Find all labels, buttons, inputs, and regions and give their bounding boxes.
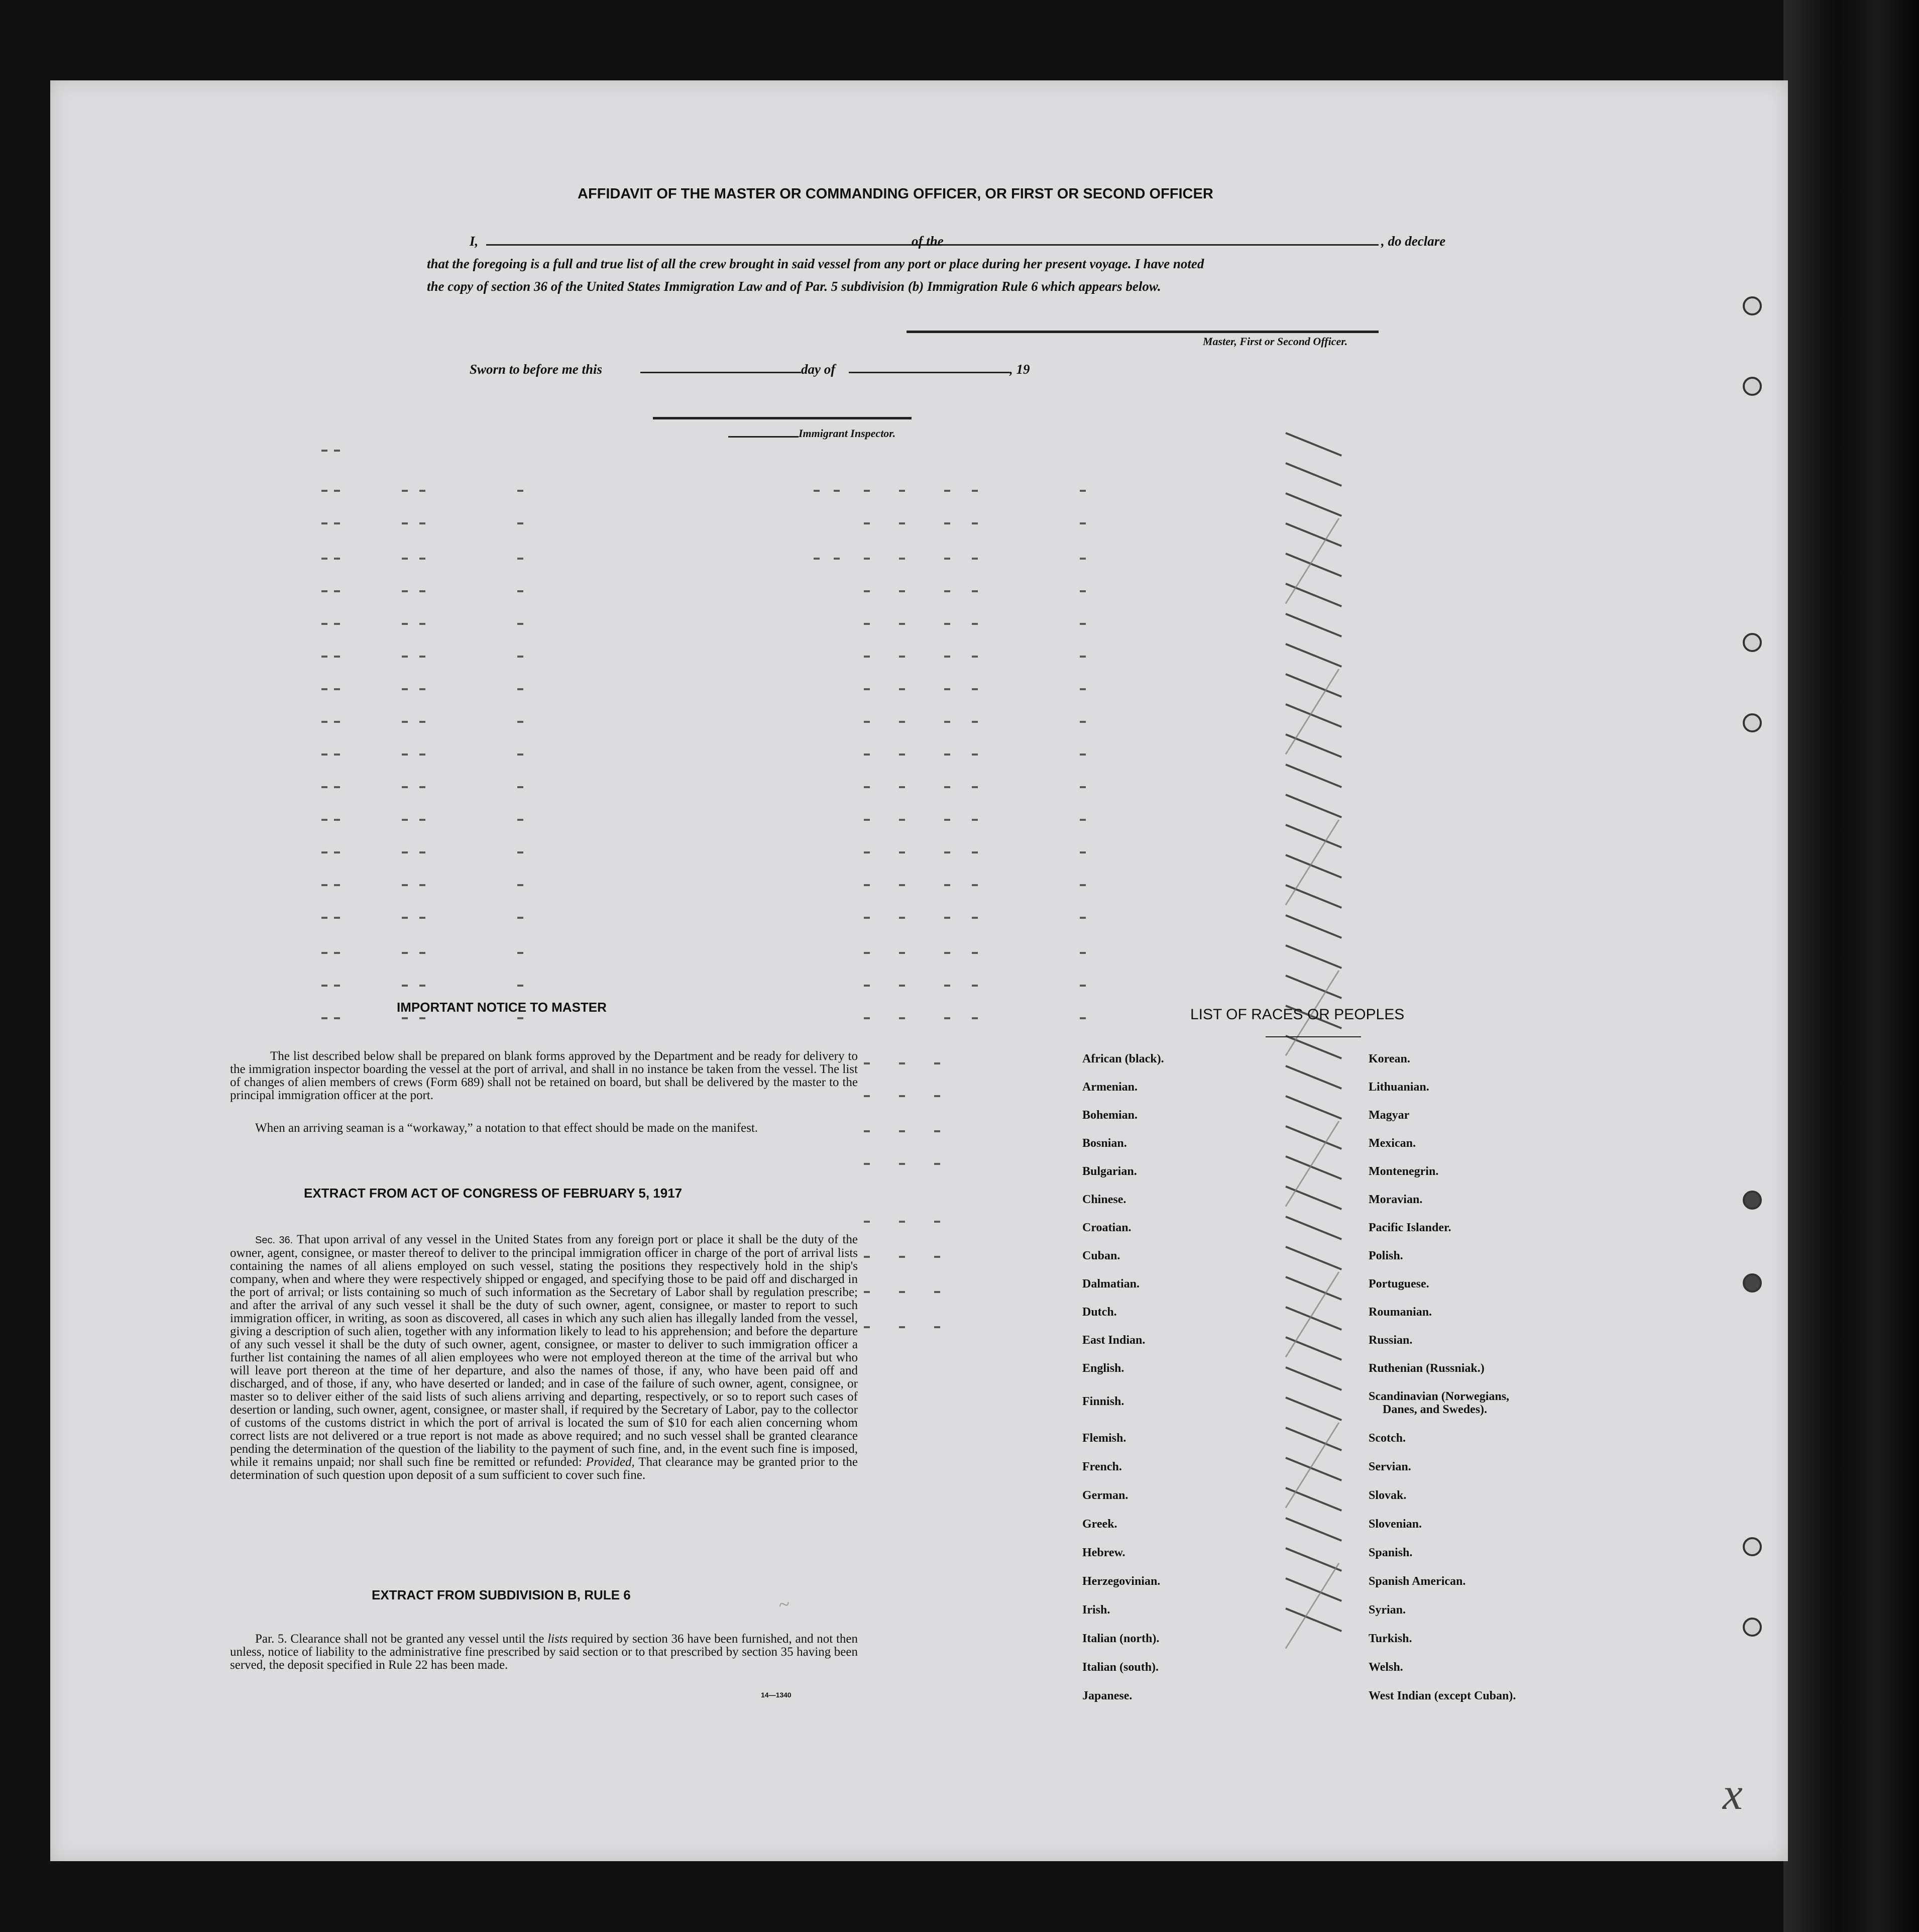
inspector-signature-line [653, 417, 912, 419]
race-item: Pacific Islander. [1369, 1221, 1451, 1234]
master-caption: Master, First or Second Officer. [1203, 335, 1348, 348]
race-item: Finnish. [1082, 1395, 1124, 1408]
race-item: Chinese. [1082, 1193, 1126, 1206]
sworn-label: Sworn to before me this [470, 362, 603, 377]
race-item: Ruthenian (Russniak.) [1369, 1362, 1485, 1375]
race-item: Montenegrin. [1369, 1165, 1439, 1178]
master-name-line [486, 244, 958, 246]
race-item: English. [1082, 1362, 1124, 1375]
affidavit-do-declare: , do declare [1381, 234, 1446, 249]
affidavit-line-3: the copy of section 36 of the United States Immigration Law and of Par. 5 subdivision (b) Immigration Rule 6 which appears below. [427, 279, 1161, 294]
race-item: Roumanian. [1369, 1306, 1432, 1319]
inspector-caption: Immigrant Inspector. [799, 427, 896, 440]
rule-lists-word: lists [547, 1632, 568, 1646]
race-item: Spanish American. [1369, 1575, 1466, 1588]
race-item: Mexican. [1369, 1137, 1416, 1150]
race-item: Polish. [1369, 1249, 1403, 1262]
affidavit-of-the: of the [912, 234, 944, 249]
race-item: Servian. [1369, 1460, 1411, 1473]
race-item: Scotch. [1369, 1432, 1406, 1445]
race-item: West Indian (except Cuban). [1369, 1689, 1516, 1702]
race-item: Korean. [1369, 1052, 1410, 1065]
notice-title: IMPORTANT NOTICE TO MASTER [397, 1000, 607, 1015]
inspector-short-line [728, 436, 799, 438]
race-item: Syrian. [1369, 1603, 1406, 1617]
race-item: Japanese. [1082, 1689, 1133, 1702]
race-item: Irish. [1082, 1603, 1110, 1617]
binder-hole [1743, 377, 1762, 396]
race-item: Croatian. [1082, 1221, 1132, 1234]
extract-rule-title: EXTRACT FROM SUBDIVISION B, RULE 6 [372, 1587, 631, 1602]
races-title-rule [1266, 1036, 1361, 1037]
sworn-month-line [849, 372, 1009, 373]
master-signature-line [907, 331, 1379, 333]
sec-36-end: That clearance may be granted prior to the determination of such question upon deposit of a sum sufficient to cover such fine. [230, 1455, 858, 1482]
binder-hole [1743, 633, 1762, 652]
race-item: Greek. [1082, 1518, 1117, 1531]
extract-act-title: EXTRACT FROM ACT OF CONGRESS OF FEBRUARY 5, 1917 [304, 1186, 683, 1201]
notice-paragraph-2: When an arriving seaman is a “workaway,” a notation to that effect should be made on the manifest. [255, 1121, 758, 1135]
race-item: Dalmatian. [1082, 1277, 1140, 1291]
pencil-scribble: x [1723, 1769, 1743, 1819]
vessel-name-line [952, 244, 1379, 246]
race-item: Welsh. [1369, 1661, 1403, 1674]
race-item: Bosnian. [1082, 1137, 1127, 1150]
race-item: Dutch. [1082, 1306, 1117, 1319]
race-item: German. [1082, 1489, 1128, 1502]
sec-36-body: That upon arrival of any vessel in the United States from any foreign port or place it shall be the duty of the owner, agent, consignee, or master thereof to deliver to the principal immigration officer in charge of the port of arrival lists containing the names of all aliens employed on such vessel, stating the positions they respectively hold in the ship's company, when and where they were respectively shipped or engaged, and specifying those to be paid off and discharged in the port of arrival; or lists containing so much of such information as the Secretary of Labor shall by regulation prescribe; and after the arrival of any such vessel it shall be the duty of such owner, agent, consignee, or master to report to such immigration officer, in writing, as soon as discovered, all cases in which any such alien has illegally landed from the vessel, giving a description of such alien, together with any information likely to lead to his apprehension; and before the departure of any such vessel it shall be the duty of such owner, agent, consignee, or master to deliver to such immigration officer a further list containing the names of all alien employees who were not employed thereon at the time of the arrival but who will leave port thereon at the time of her departure, and also the names of those, if any, who have been paid off and discharged, and of those, if any, who have deserted or landed; and in case of the failure of such owner, agent, consignee, or master so to deliver either of the said lists of such aliens arriving and departing, respectively, or so to report such cases of desertion or landing, such owner, agent, consignee, or master shall, if required by the Secretary of Labor, pay to the collector of customs of the customs district in which the port of arrival is located the sum of $10 for each alien concerning whom correct lists are not delivered or a true report is not made as above required; and no such vessel shall be granted clearance pending the determination of the question of the liability to the payment of such fine, and, in the event such fine is imposed, while it remains unpaid; nor shall such fine be remitted or refunded: [230, 1233, 858, 1469]
sec-label: Sec. 36. [255, 1235, 293, 1246]
provided-word: Provided, [586, 1455, 635, 1469]
day-of-label: day of [801, 362, 836, 377]
races-title: LIST OF RACES OR PEOPLES [1190, 1006, 1405, 1023]
race-item: Armenian. [1082, 1081, 1138, 1094]
race-item: Bohemian. [1082, 1109, 1138, 1122]
affidavit-title: AFFIDAVIT OF THE MASTER OR COMMANDING OFFICER, OR FIRST OR SECOND OFFICER [578, 186, 1213, 202]
binder-hole [1743, 1191, 1762, 1210]
manifest-page [50, 80, 1788, 1861]
race-item: Moravian. [1369, 1193, 1423, 1206]
race-item: Turkish. [1369, 1632, 1412, 1645]
race-item: French. [1082, 1460, 1122, 1473]
race-item: Magyar [1369, 1109, 1410, 1122]
race-item: Cuban. [1082, 1249, 1120, 1262]
binder-hole [1743, 1273, 1762, 1293]
race-item: Portuguese. [1369, 1277, 1429, 1291]
extract-rule-text [230, 1633, 858, 1672]
binder-hole [1743, 713, 1762, 732]
race-item: East Indian. [1082, 1334, 1146, 1347]
race-item: Bulgarian. [1082, 1165, 1137, 1178]
race-item: Scandinavian (Norwegians, [1369, 1390, 1510, 1403]
race-item: Lithuanian. [1369, 1081, 1429, 1094]
notice-paragraph-1: The list described below shall be prepared on blank forms approved by the Department and be ready for delivery to the immigration inspector boarding the vessel at the port of arrival, and shall in no instance be taken from the vessel. The list of changes of alien members of crews (Form 689) shall not be retained on board, but shall be delivered by the master to the principal immigration officer at the port. [230, 1049, 858, 1102]
extract-act-text [230, 1233, 858, 1482]
race-item: Italian (south). [1082, 1661, 1159, 1674]
race-item: African (black). [1082, 1052, 1164, 1065]
race-item: Spanish. [1369, 1546, 1413, 1559]
race-item: Danes, and Swedes). [1383, 1403, 1488, 1416]
race-item: Flemish. [1082, 1432, 1126, 1445]
binder-hole [1743, 1537, 1762, 1556]
rule-text-b: required by section 36 have been furnished, and not then unless, notice of liability to the administrative fine prescribed by said section or to that prescribed by section 35 having been served, the deposit specified in Rule 22 has been made. [230, 1632, 858, 1672]
pencil-scribble: ~ [776, 1592, 791, 1617]
form-number: 14—1340 [761, 1691, 792, 1699]
binder-hole [1743, 296, 1762, 315]
race-item: Slovak. [1369, 1489, 1407, 1502]
rule-text-a: Par. 5. Clearance shall not be granted any vessel until the [255, 1632, 544, 1646]
film-edge [1783, 0, 1919, 1932]
affidavit-i-label: I, [470, 234, 479, 249]
year-prefix: , 19 [1009, 362, 1030, 377]
sworn-day-line [640, 372, 801, 373]
affidavit-line-2: that the foregoing is a full and true list of all the crew brought in said vessel from any port or place during her present voyage. I have noted [427, 256, 1204, 271]
race-item: Italian (north). [1082, 1632, 1160, 1645]
binder-hole [1743, 1618, 1762, 1637]
race-item: Hebrew. [1082, 1546, 1125, 1559]
race-item: Herzegovinian. [1082, 1575, 1161, 1588]
race-item: Russian. [1369, 1334, 1413, 1347]
race-item: Slovenian. [1369, 1518, 1422, 1531]
